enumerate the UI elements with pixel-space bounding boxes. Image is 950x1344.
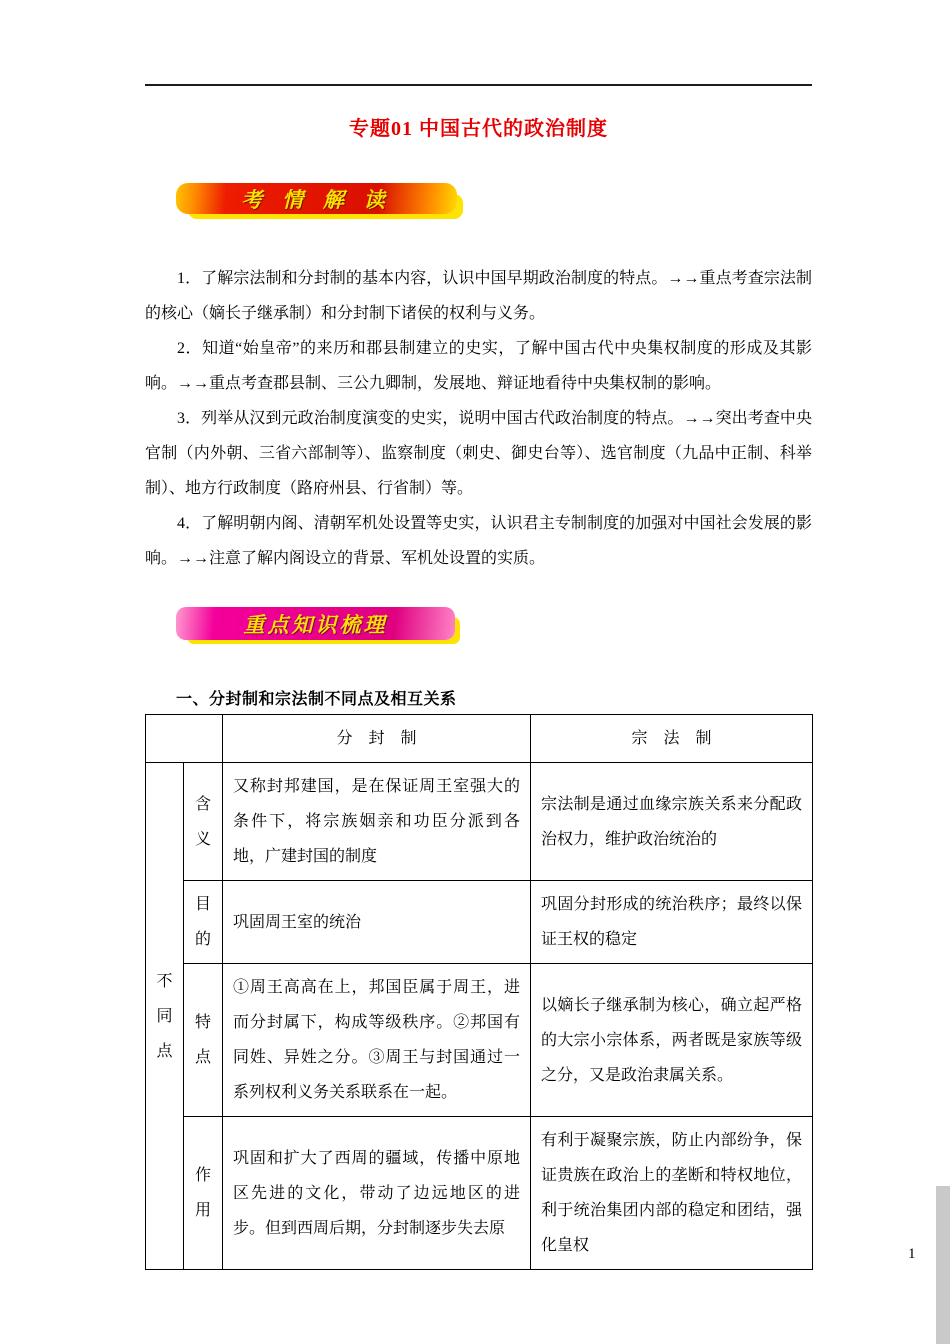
cell-zuoyong-fengjian: 巩固和扩大了西周的疆域，传播中原地区先进的文化，带动了边远地区的进步。但到西周后期，分封制逐步失去原 — [223, 1117, 531, 1270]
cell-zuoyong-zongfa: 有利于凝聚宗族，防止内部纷争，保证贵族在政治上的垄断和特权地位，利于统治集团内部的稳定和团结，强化皇权 — [531, 1117, 813, 1270]
cell-mudi-fengjian: 巩固周王室的统治 — [223, 881, 531, 964]
paragraph-3: 3．列举从汉到元政治制度演变的史实，说明中国古代政治制度的特点。→→突出考查中央官制（内外朝、三省六部制等）、监察制度（刺史、御史台等）、选官制度（九品中正制、科举制）、地方行政制度（路府州县、行省制）等。 — [145, 410, 812, 497]
paragraph-1: 1．了解宗法制和分封制的基本内容，认识中国早期政治制度的特点。→→重点考查宗法制的核心（嫡长子继承制）和分封制下诸侯的权利与义务。 — [145, 270, 812, 322]
banner-exam-analysis-label: 考 情 解 读 — [241, 188, 392, 212]
table-group-label: 不同点 — [146, 763, 184, 1270]
doc-title: 专题01 中国古代的政治制度 — [349, 118, 608, 140]
row-label-zuoyong: 作用 — [184, 1117, 223, 1270]
header-rule — [145, 84, 812, 86]
paragraph-4: 4．了解明朝内阁、清朝军机处设置等史实，认识君主专制制度的加强对中国社会发展的影响。→→注意了解内阁设立的背景、军机处设置的实质。 — [145, 515, 812, 567]
banner-exam-analysis — [176, 183, 457, 214]
table-row — [146, 763, 813, 881]
table-row — [146, 1117, 813, 1270]
col-header-zongfa: 宗 法 制 — [531, 715, 813, 763]
banner-key-knowledge — [176, 607, 455, 640]
row-label-mudi: 目的 — [184, 881, 223, 964]
paragraph-2: 2．知道“始皇帝”的来历和郡县制建立的史实，了解中国古代中央集权制度的形成及其影响。→→重点考查郡县制、三公九卿制，发展地、辩证地看待中央集权制的影响。 — [145, 340, 812, 392]
table-row — [146, 881, 813, 964]
comparison-table — [145, 714, 813, 1270]
cell-hanyi-zongfa: 宗法制是通过血缘宗族关系来分配政治权力，维护政治统治的 — [531, 763, 813, 881]
row-label-tedian: 特点 — [184, 964, 223, 1117]
col-header-fengjian: 分 封 制 — [223, 715, 531, 763]
table-header-row — [146, 715, 813, 763]
banner-key-knowledge-label: 重点知识梳理 — [243, 613, 388, 637]
cell-mudi-zongfa: 巩固分封形成的统治秩序；最终以保证王权的稳定 — [531, 881, 813, 964]
cell-tedian-fengjian: ①周王高高在上，邦国臣属于周王，进而分封属下，构成等级秩序。②邦国有同姓、异姓之分。③周王与封国通过一系列权利义务关系联系在一起。 — [223, 964, 531, 1117]
table-row — [146, 964, 813, 1117]
cell-tedian-zongfa: 以嫡长子继承制为核心，确立起严格的大宗小宗体系，两者既是家族等级之分，又是政治隶属关系。 — [531, 964, 813, 1117]
row-label-hanyi: 含义 — [184, 763, 223, 881]
table-corner-cell — [146, 715, 223, 763]
cell-hanyi-fengjian: 又称封邦建国，是在保证周王室强大的条件下，将宗族姻亲和功臣分派到各地，广建封国的制度 — [223, 763, 531, 881]
intro-paragraphs — [145, 261, 812, 576]
page-number: 1 — [908, 1246, 916, 1262]
section-heading: 一、分封制和宗法制不同点及相互关系 — [176, 691, 457, 708]
scrollbar-thumb[interactable] — [936, 1186, 950, 1344]
